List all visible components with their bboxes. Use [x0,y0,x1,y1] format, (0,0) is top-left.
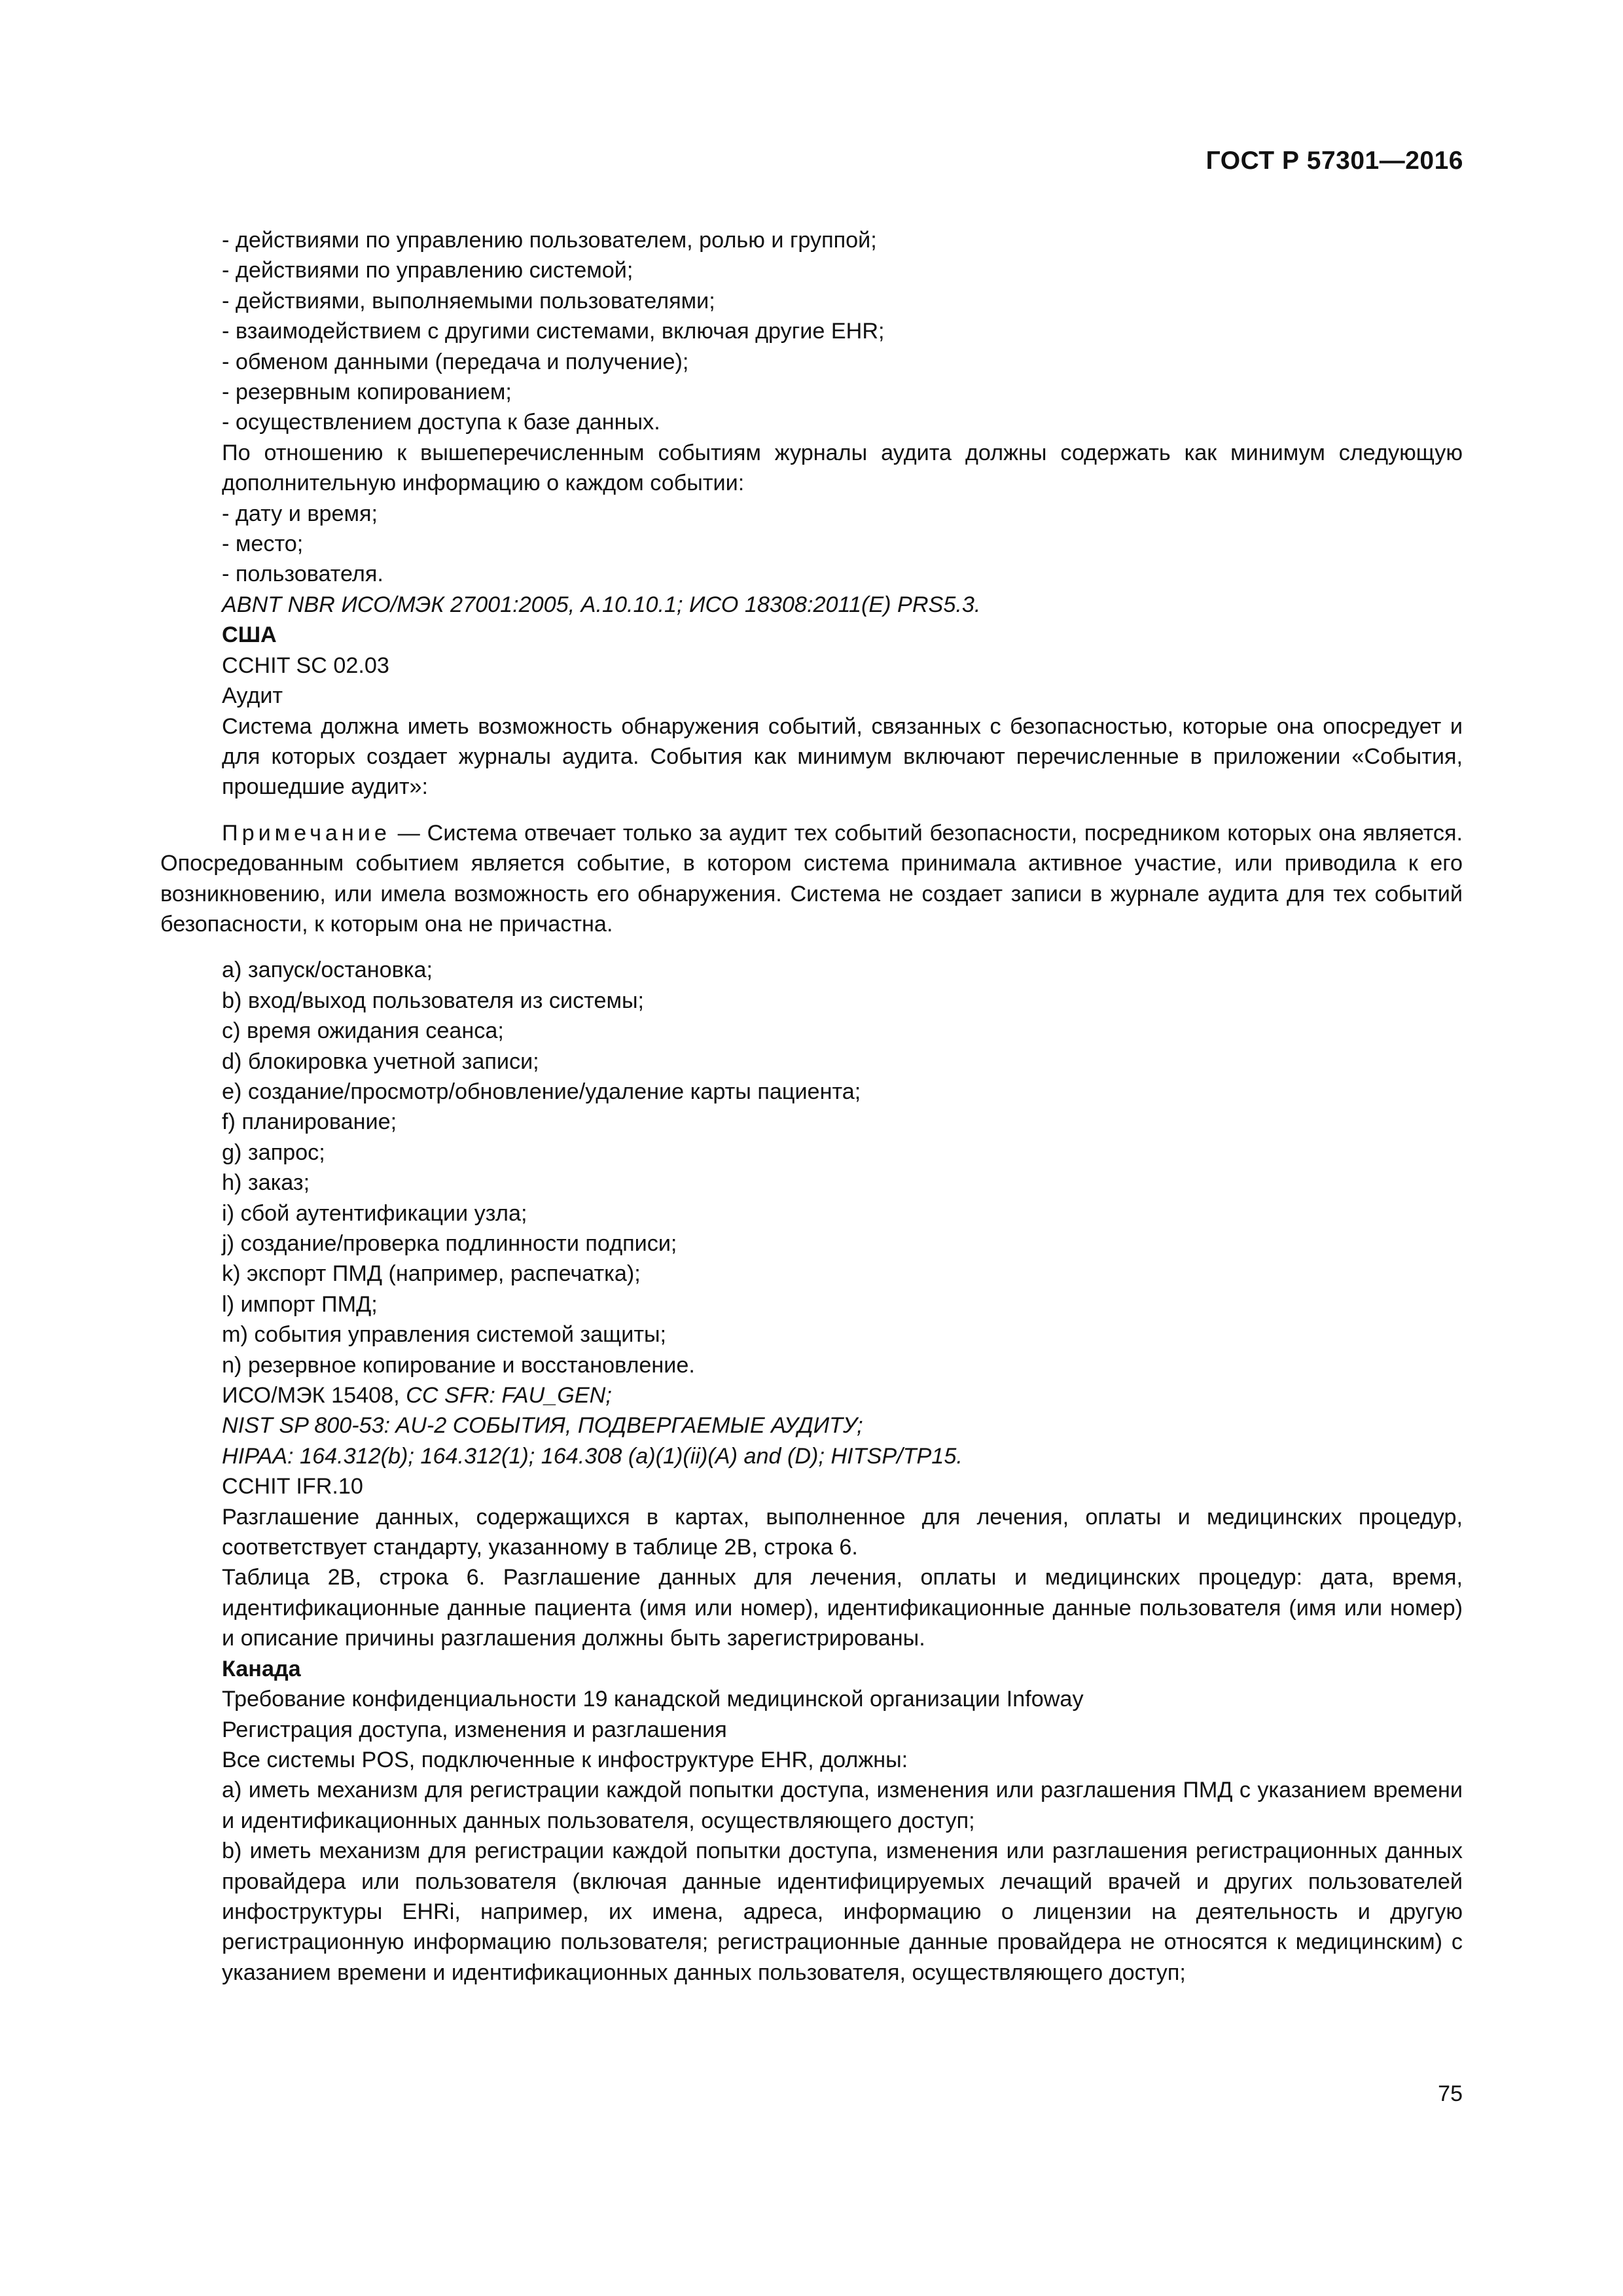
list-item: - действиями по управлению системой; [222,258,633,283]
list-item: g) запрос; [222,1139,325,1165]
list-item: n) резервное копирование и восстановление. [222,1352,695,1378]
event-list-1 [160,225,1463,438]
reference-iso-15408-italic: CC SFR: FAU_GEN; [406,1383,612,1408]
reference-iso-15408 [160,1380,1463,1410]
list-item: - взаимодействием с другими системами, включая другие EHR; [222,319,885,344]
list-item: a) запуск/остановка; [222,958,433,983]
paragraph-audit-info: По отношению к вышеперечисленным событиям журналы аудита должны содержать как минимум следующую дополнительную информацию о каждом событии: [222,440,1463,496]
info-list [160,499,1463,590]
requirement-item-b: b) иметь механизм для регистрации каждой попытки доступа, изменения или разглашения регистрационных данных провайдера или пользователя (включая данные идентифицируемых лечащий врачей и других пользователей инфоструктуры EHRi, например, их имена, адреса, информацию о лицензии на деятельность и другую регистрационную информацию пользователя; регистрационные данные провайдера не относятся к медицинским) с указанием времени и идентификационных данных пользователя, осуществляющего доступ; [222,1839,1463,1985]
reference-hipaa: HIPAA: 164.312(b); 164.312(1); 164.308 (a)(1)(ii)(A) and (D); HITSP/TP15. [222,1443,963,1469]
list-item: - осуществлением доступа к базе данных. [222,410,660,435]
audit-label: Аудит [222,683,283,709]
page-header-standard-id: ГОСТ Р 57301—2016 [1205,147,1463,175]
list-item: - место; [222,531,304,557]
list-item: - резервным копированием; [222,380,512,405]
cchit-sc-code: CCHIT SC 02.03 [222,653,389,678]
document-body [160,225,1463,1988]
list-item: f) планирование; [222,1109,397,1135]
reference-abnt: ABNT NBR ИСО/МЭК 27001:2005, A.10.10.1; ИСО 18308:2011(E) PRS5.3. [222,592,981,617]
pos-systems-line: Все системы POS, подключенные к инфоструктуре EHR, должны: [222,1747,908,1772]
list-item: c) время ожидания сеанса; [222,1018,504,1044]
cchit-ifr-code: CCHIT IFR.10 [222,1474,363,1499]
list-item: i) сбой аутентификации узла; [222,1200,527,1226]
list-item: l) импорт ПМД; [222,1291,378,1317]
list-item: - пользователя. [222,562,383,587]
requirement-line: Требование конфиденциальности 19 канадской медицинской организации Infoway [222,1687,1084,1712]
note-text: — Система отвечает только за аудит тех событий безопасности, посредником которых она является. Опосредованным событием является событие, в котором система принимала активное участие, или приводила к его возникновению, или имела возможность его обнаружения. Система не создает записи в журнале аудита для тех событий безопасности, к которым она не причастна. [160,820,1463,937]
paragraph-disclosure: Разглашение данных, содержащихся в картах, выполненное для лечения, оплаты и медицинских процедур, соответствует стандарту, указанному в таблице 2В, строка 6. [222,1504,1463,1560]
list-item: - дату и время; [222,501,378,526]
reference-nist: NIST SP 800-53: AU-2 СОБЫТИЯ, ПОДВЕРГАЕМЫЕ АУДИТУ; [222,1413,863,1439]
list-item: b) вход/выход пользователя из системы; [222,988,645,1013]
list-item: - действиями по управлению пользователем, ролью и группой; [222,228,877,253]
section-heading-usa: США [222,622,277,648]
paragraph-table-2b: Таблица 2В, строка 6. Разглашение данных для лечения, оплаты и медицинских процедур: дата, время, идентификационные данные пациента (имя или номер), идентификационные данные пользователя (имя или номер) и описание причины разглашения должны быть зарегистрированы. [222,1565,1463,1651]
list-item: - обменом данными (передача и получение); [222,349,689,374]
list-item: h) заказ; [222,1170,310,1196]
paragraph-system-audit: Система должна иметь возможность обнаружения событий, связанных с безопасностью, которые она опосредует и для которых создает журналы аудита. События как минимум включают перечисленные в приложении «События, прошедшие аудит»: [222,713,1463,800]
list-item: k) экспорт ПМД (например, распечатка); [222,1261,641,1287]
note-paragraph [160,818,1463,940]
page-number: 75 [1438,2081,1463,2106]
audited-events-list [160,955,1463,1380]
list-item: e) создание/просмотр/обновление/удаление карты пациента; [222,1079,861,1104]
note-label: Примечание [222,820,391,846]
requirement-item-a: a) иметь механизм для регистрации каждой попытки доступа, изменения или разглашения ПМД с указанием времени и идентификационных данных пользователя, осуществляющего доступ; [222,1778,1463,1833]
registration-line: Регистрация доступа, изменения и разглашения [222,1717,727,1742]
list-item: m) события управления системой защиты; [222,1322,667,1348]
list-item: d) блокировка учетной записи; [222,1049,539,1074]
list-item: - действиями, выполняемыми пользователями; [222,288,715,314]
reference-iso-15408-plain: ИСО/МЭК 15408, [222,1383,406,1408]
list-item: j) создание/проверка подлинности подписи; [222,1231,677,1256]
section-heading-canada: Канада [222,1656,301,1681]
